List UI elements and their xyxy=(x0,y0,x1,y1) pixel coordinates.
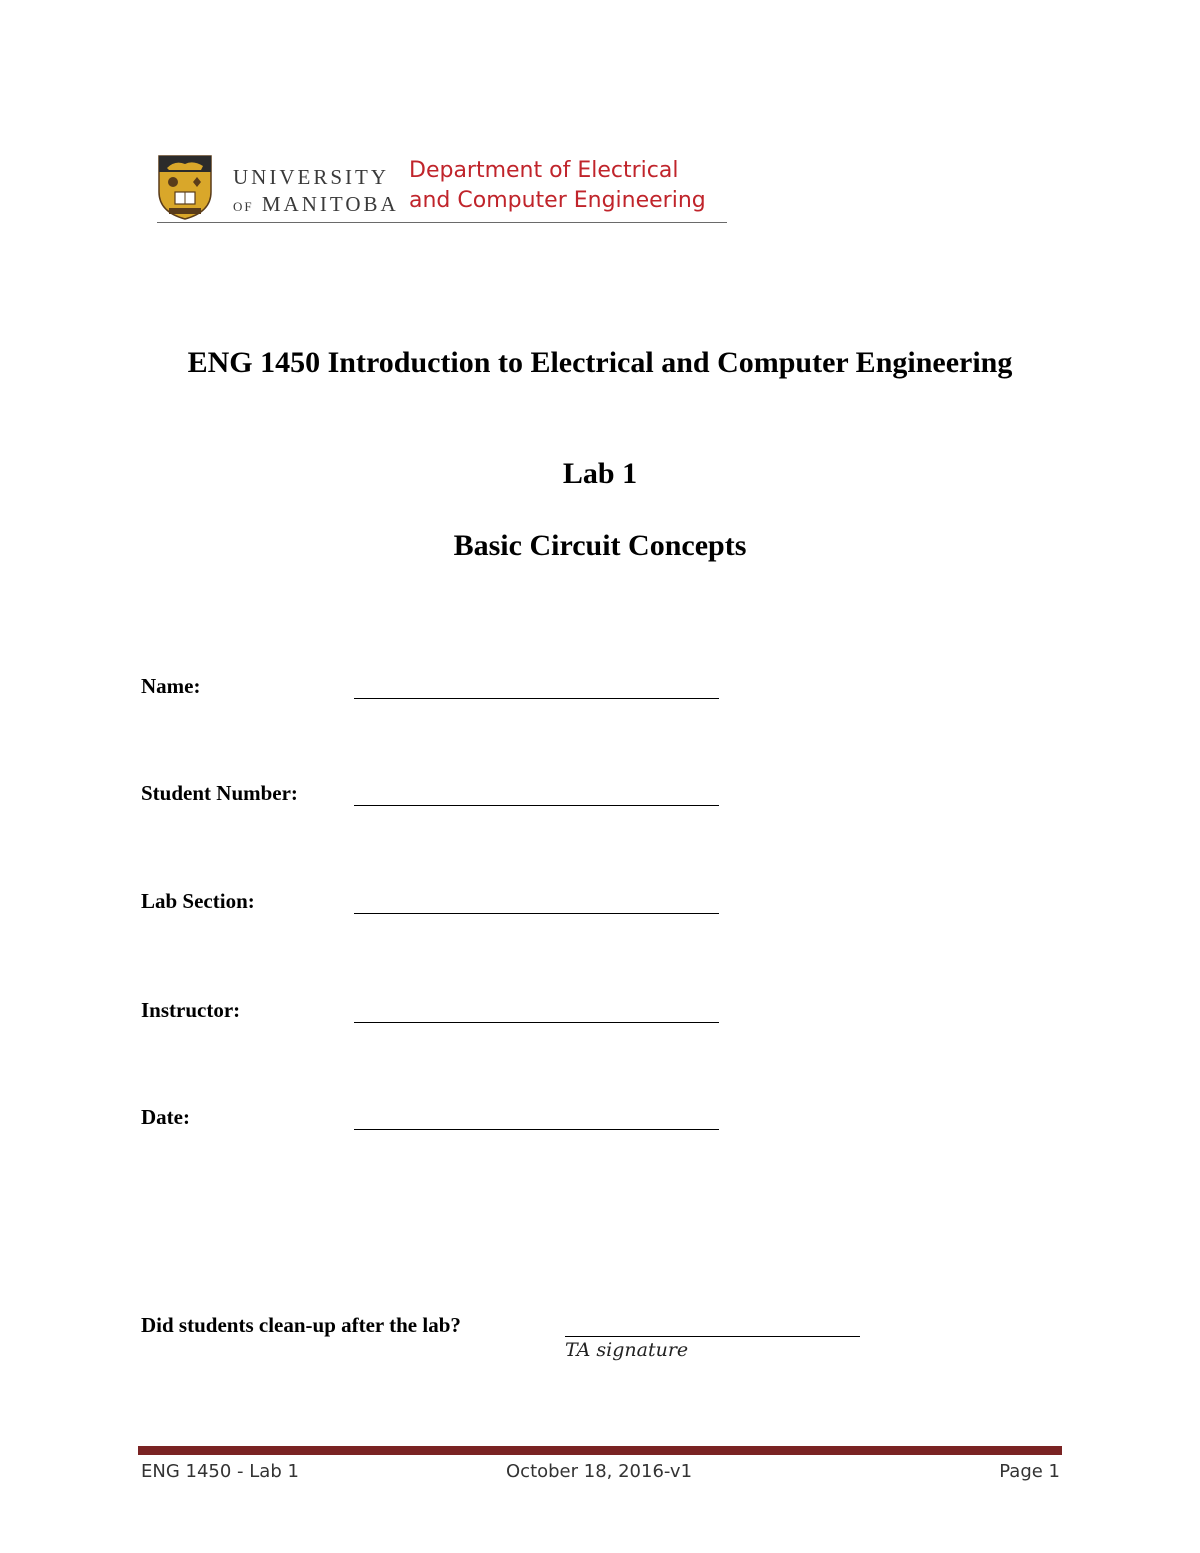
field-label-date: Date: xyxy=(141,1105,190,1129)
university-wordmark xyxy=(233,164,399,220)
field-label-student-number: Student Number: xyxy=(141,781,298,805)
footer-divider xyxy=(138,1446,1062,1455)
university-line-1: UNIVERSITY xyxy=(233,165,389,189)
cleanup-question: Did students clean-up after the lab? xyxy=(141,1313,461,1337)
date-input-line[interactable] xyxy=(354,1129,719,1130)
department-name xyxy=(409,156,706,216)
department-line-2: and Computer Engineering xyxy=(409,188,706,213)
header-logo-block xyxy=(157,150,727,225)
university-manitoba: MANITOBA xyxy=(261,192,399,216)
footer-course-label: ENG 1450 - Lab 1 xyxy=(141,1461,299,1482)
university-of: OF xyxy=(233,199,254,214)
lab-section-input-line[interactable] xyxy=(354,913,719,914)
instructor-input-line[interactable] xyxy=(354,1022,719,1023)
field-name xyxy=(141,674,721,702)
name-input-line[interactable] xyxy=(354,698,719,699)
field-date xyxy=(141,1105,721,1133)
page-footer xyxy=(138,1461,1062,1487)
department-line-1: Department of Electrical xyxy=(409,158,679,183)
university-line-2 xyxy=(233,191,399,220)
course-title: ENG 1450 Introduction to Electrical and Computer Engineering xyxy=(187,346,1013,379)
field-label-lab-section: Lab Section: xyxy=(141,889,255,913)
lab-title: Basic Circuit Concepts xyxy=(453,529,747,562)
student-number-input-line[interactable] xyxy=(354,805,719,806)
footer-date-version: October 18, 2016-v1 xyxy=(506,1461,693,1482)
field-instructor xyxy=(141,998,721,1026)
university-crest-icon xyxy=(157,152,213,220)
footer-page-number: Page 1 xyxy=(999,1461,1060,1482)
field-label-instructor: Instructor: xyxy=(141,998,241,1022)
ta-signature-line[interactable] xyxy=(565,1336,860,1337)
lab-number: Lab 1 xyxy=(562,457,638,490)
field-lab-section xyxy=(141,889,721,917)
field-student-number xyxy=(141,781,721,809)
ta-signature-caption: TA signature xyxy=(565,1339,689,1361)
header-divider xyxy=(157,222,727,223)
field-label-name: Name: xyxy=(141,674,201,698)
